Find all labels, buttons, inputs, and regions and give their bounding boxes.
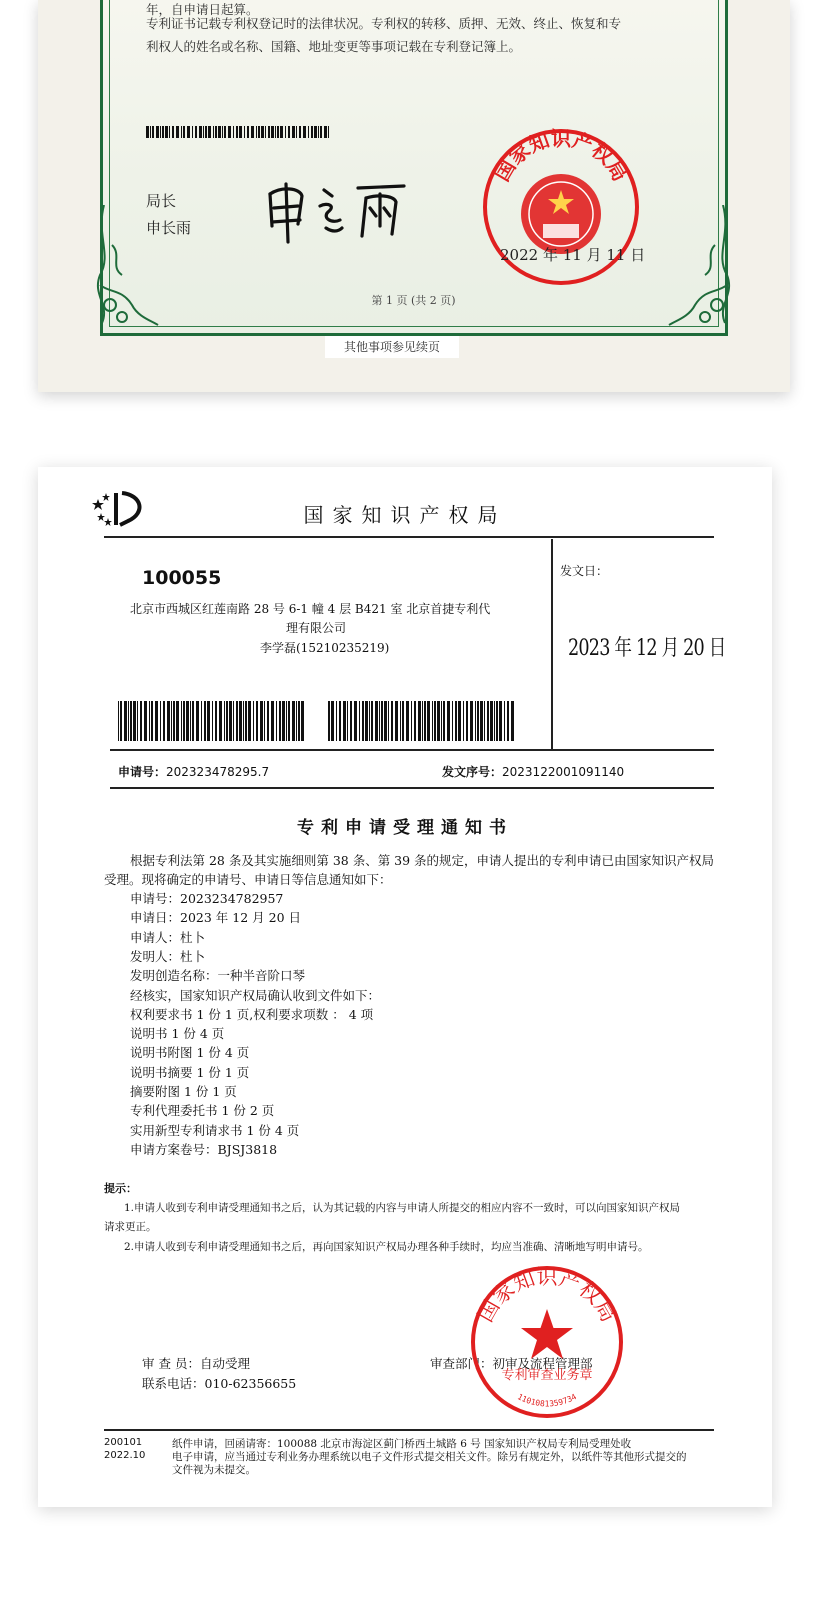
certificate-text-line-0: 年，自申请日起算。: [146, 2, 259, 17]
examination-department: 审查部门：初审及流程管理部: [430, 1356, 593, 1371]
office-name: 国家知识产权局: [303, 503, 507, 527]
notice-item: 摘要附图 1 份 1 页: [130, 1084, 237, 1099]
contact-phone: 联系电话：010-62356655: [142, 1376, 297, 1391]
notice-title: 专利申请受理通知书: [297, 818, 513, 838]
form-version: 2022.10: [104, 1450, 146, 1461]
info-rule-top: [110, 749, 714, 751]
issue-date: 2023 年 12 月 20 日: [568, 636, 726, 661]
notice-item: 申请方案卷号：BJSJ3818: [130, 1141, 278, 1157]
application-number-label: 申请号：202323478295.7: [118, 765, 270, 779]
form-code: 200101: [104, 1437, 143, 1448]
notice-item: 说明书 1 份 4 页: [130, 1026, 225, 1042]
notice-paragraph-1: 根据专利法第 28 条及其实施细则第 38 条、第 39 条的规定，申请人提出的专利申请已由国家知识产权局: [130, 853, 715, 868]
address-barcode-2: [328, 701, 514, 741]
tip-1-line-2: 请求更正。: [104, 1221, 157, 1233]
tip-1-line-1: 1.申请人收到专利申请受理通知书之后，认为其记载的内容与申请人所提交的相应内容不一致时，可以向国家知识产权局: [124, 1202, 681, 1214]
address-line-1: 北京市西城区红莲南路 28 号 6-1 幢 4 层 B421 室 北京首捷专利代: [130, 602, 491, 616]
footer-line-3: 文件视为未提交。: [172, 1464, 256, 1476]
notice-item: 发明人：杜卜: [130, 948, 206, 964]
certificate-seal-text: 国家知识产权局: [489, 126, 633, 186]
postcode: 100055: [142, 567, 222, 589]
certificate-continued-note: 其他事项参见续页: [325, 336, 459, 358]
notice-item: 说明书附图 1 份 4 页: [130, 1045, 250, 1061]
stamp-ring-text: 国家知识产权局: [473, 1265, 621, 1326]
tip-2: 2.申请人收到专利申请受理通知书之后，再向国家知识产权局办理各种手续时，均应当准确、清晰地写明申请号。: [124, 1241, 649, 1253]
stamp-code: 1101081359734: [515, 1392, 579, 1409]
certificate-seal-date: 2022 年 11 月 11 日: [500, 246, 646, 264]
notice-item: 说明书摘要 1 份 1 页: [130, 1064, 250, 1080]
certificate-page-info: 第 1 页 (共 2 页): [371, 294, 456, 307]
address-line-2: 理有限公司: [286, 621, 347, 635]
stamp-center-text: 专利审查业务章: [501, 1368, 593, 1383]
acceptance-notice: [38, 467, 772, 1507]
notice-item: 申请号：2023234782957: [130, 891, 284, 906]
notice-item: 专利代理委托书 1 份 2 页: [130, 1103, 275, 1119]
certificate-barcode: [146, 126, 332, 138]
doc-serial-label: 发文序号：2023122001091140: [442, 765, 625, 779]
svg-text:1101081359734: [516, 1392, 578, 1408]
notice-paragraph-2: 受理。现将确定的申请号、申请日等信息通知如下：: [104, 872, 392, 887]
info-rule-bottom: [110, 787, 714, 789]
address-barcode-1: [118, 701, 304, 741]
certificate-text-line-1: 专利证书记载专利权登记时的法律状况。专利权的转移、质押、无效、终止、恢复和专: [146, 16, 622, 31]
notice-item: 申请日：2023 年 12 月 20 日: [130, 910, 301, 926]
notice-item: 实用新型专利请求书 1 份 4 页: [130, 1122, 300, 1138]
notice-item: 发明创造名称：一种半音阶口琴: [130, 968, 306, 984]
certificate-text-line-2: 利权人的姓名或名称、国籍、地址变更等事项记载在专利登记簿上。: [146, 39, 522, 54]
director-signature: [262, 176, 412, 246]
notice-item: 经核实，国家知识产权局确认收到文件如下：: [130, 987, 381, 1003]
header-divider: [551, 539, 553, 749]
notice-item: 权利要求书 1 份 1 页,权利要求项数 ： 4 项: [130, 1006, 374, 1022]
ornament-right-icon: [665, 205, 735, 335]
official-stamp: [468, 1263, 626, 1421]
footer-rule: [104, 1429, 714, 1431]
footer-line-1: 纸件申请，回函请寄：100088 北京市海淀区蓟门桥西土城路 6 号 国家知识产权局专利局受理处收: [172, 1438, 632, 1450]
footer-line-2: 电子申请，应当通过专利业务办理系统以电子文件形式提交相关文件。除另有规定外，以纸件等其他形式提交的: [172, 1451, 687, 1463]
application-number: 202323478295.7: [166, 765, 270, 779]
tips-label: 提示：: [104, 1182, 137, 1195]
doc-serial: 2023122001091140: [502, 765, 625, 779]
director-name: 申长雨: [146, 219, 192, 237]
issue-date-label: 发文日：: [560, 564, 609, 578]
notice-item: 申请人：杜卜: [130, 929, 206, 945]
header-rule: [104, 536, 714, 538]
contact-person: 李学磊(15210235219): [260, 641, 390, 655]
examiner: 审 查 员：自动受理: [142, 1356, 250, 1371]
director-title: 局长: [146, 192, 177, 210]
